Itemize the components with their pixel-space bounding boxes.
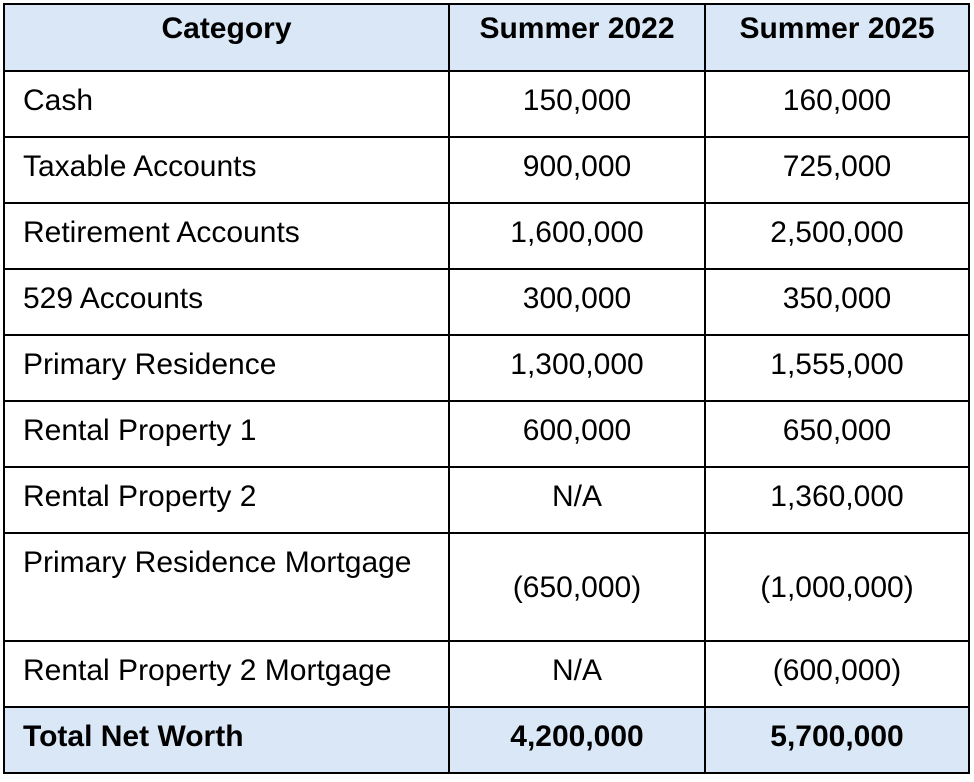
summer-2022-cell: 1,300,000 bbox=[449, 335, 705, 401]
category-cell: Primary Residence Mortgage bbox=[4, 533, 449, 641]
table-row bbox=[4, 467, 969, 533]
net-worth-table bbox=[3, 3, 970, 774]
header-summer-2022: Summer 2022 bbox=[449, 4, 705, 71]
summer-2025-cell: 1,555,000 bbox=[705, 335, 969, 401]
table-row bbox=[4, 533, 969, 641]
summer-2022-cell: N/A bbox=[449, 641, 705, 707]
header-summer-2025: Summer 2025 bbox=[705, 4, 969, 71]
category-cell: Rental Property 2 Mortgage bbox=[4, 641, 449, 707]
table-row bbox=[4, 401, 969, 467]
header-row bbox=[4, 4, 969, 71]
table-row bbox=[4, 335, 969, 401]
category-cell: Rental Property 2 bbox=[4, 467, 449, 533]
summer-2025-cell: (1,000,000) bbox=[705, 533, 969, 641]
summer-2025-cell: 650,000 bbox=[705, 401, 969, 467]
category-cell: Retirement Accounts bbox=[4, 203, 449, 269]
summer-2022-cell: 1,600,000 bbox=[449, 203, 705, 269]
summer-2025-cell: 350,000 bbox=[705, 269, 969, 335]
summer-2025-cell: 2,500,000 bbox=[705, 203, 969, 269]
net-worth-table-container bbox=[3, 3, 970, 774]
summer-2025-cell: 725,000 bbox=[705, 137, 969, 203]
category-cell: 529 Accounts bbox=[4, 269, 449, 335]
summer-2022-cell: (650,000) bbox=[449, 533, 705, 641]
table-row bbox=[4, 71, 969, 137]
category-cell: Primary Residence bbox=[4, 335, 449, 401]
category-cell: Taxable Accounts bbox=[4, 137, 449, 203]
summer-2025-cell: 1,360,000 bbox=[705, 467, 969, 533]
header-category: Category bbox=[4, 4, 449, 71]
summer-2025-cell: 160,000 bbox=[705, 71, 969, 137]
summer-2022-cell: 900,000 bbox=[449, 137, 705, 203]
table-row bbox=[4, 203, 969, 269]
table-row bbox=[4, 641, 969, 707]
total-label-cell: Total Net Worth bbox=[4, 707, 449, 773]
total-summer-2025-cell: 5,700,000 bbox=[705, 707, 969, 773]
table-row bbox=[4, 137, 969, 203]
summer-2022-cell: N/A bbox=[449, 467, 705, 533]
total-row bbox=[4, 707, 969, 773]
category-cell: Rental Property 1 bbox=[4, 401, 449, 467]
category-cell: Cash bbox=[4, 71, 449, 137]
total-summer-2022-cell: 4,200,000 bbox=[449, 707, 705, 773]
table-row bbox=[4, 269, 969, 335]
summer-2025-cell: (600,000) bbox=[705, 641, 969, 707]
summer-2022-cell: 150,000 bbox=[449, 71, 705, 137]
summer-2022-cell: 300,000 bbox=[449, 269, 705, 335]
summer-2022-cell: 600,000 bbox=[449, 401, 705, 467]
